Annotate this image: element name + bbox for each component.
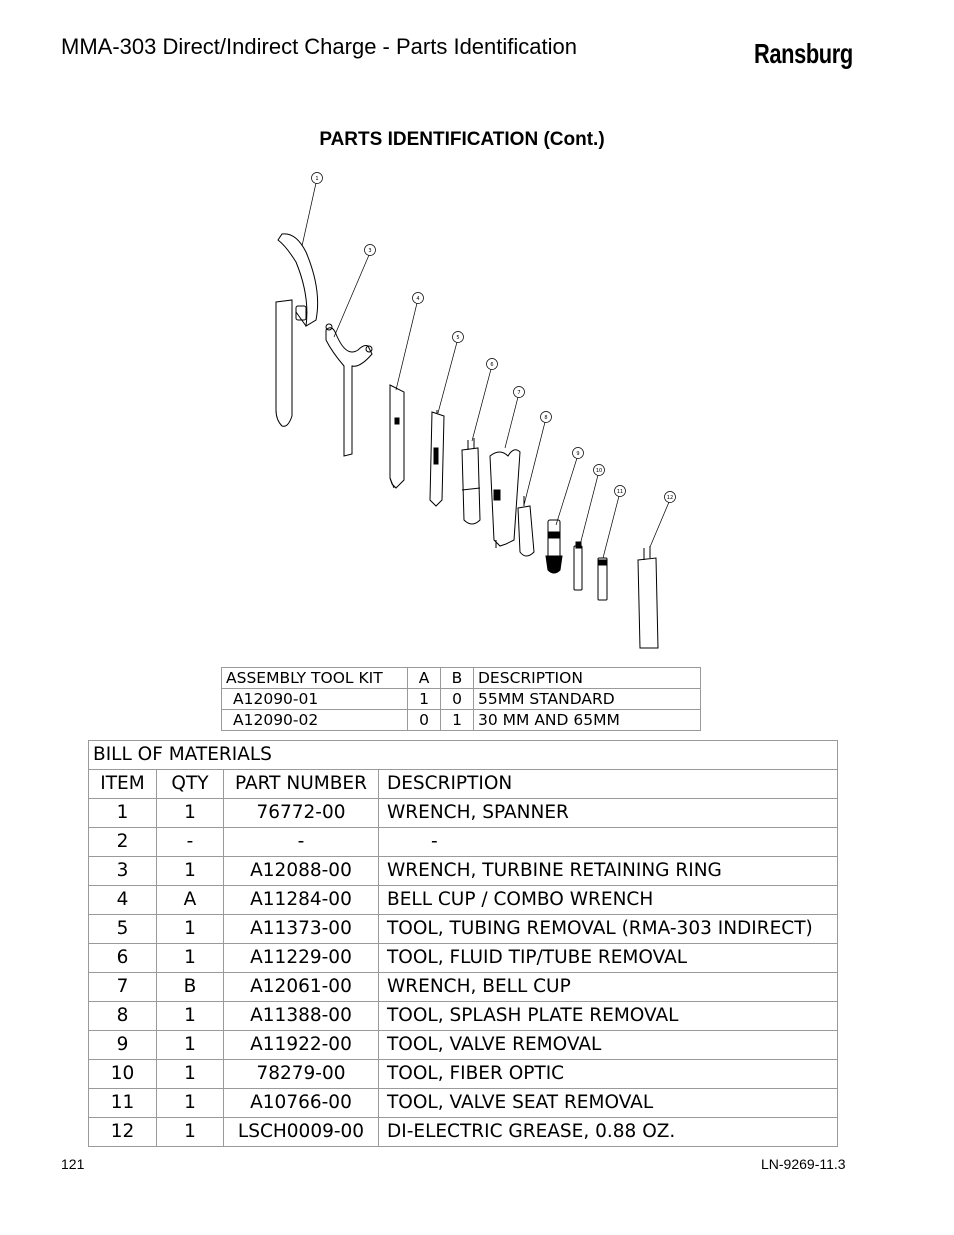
part-5-tubing-removal-tool [430,410,444,506]
bom-description-cell: WRENCH, SPANNER [379,799,838,828]
assembly-tool-kit-table [221,667,701,731]
bom-item-cell: 3 [89,857,157,886]
bom-item-cell: 2 [89,828,157,857]
bom-title-row [89,741,838,770]
document-number: LN-9269-11.3 [761,1156,846,1172]
callout-label: 9 [576,451,580,457]
callout-label: 12 [666,495,674,501]
table-header-row [89,770,838,799]
table-row [89,857,838,886]
bom-qty-cell: 1 [157,1031,224,1060]
bom-item-cell: 10 [89,1060,157,1089]
table-header-row [222,668,701,689]
leader-lines [302,183,669,558]
table-row [89,1002,838,1031]
table-row [89,1089,838,1118]
bom-qty-cell: 1 [157,1060,224,1089]
table-row [222,689,701,710]
kit-cell: 1 [441,710,474,731]
bom-header-cell: DESCRIPTION [379,770,838,799]
kit-header-cell: ASSEMBLY TOOL KIT [222,668,408,689]
bom-part-number-cell: A12061-00 [224,973,379,1002]
bom-part-number-cell: A10766-00 [224,1089,379,1118]
bom-qty-cell: 1 [157,1002,224,1031]
bom-qty-cell: B [157,973,224,1002]
callout-bubbles [312,173,676,503]
bom-description-cell: DI-ELECTRIC GREASE, 0.88 OZ. [379,1118,838,1147]
bom-qty-cell: 1 [157,1089,224,1118]
bom-description-cell: BELL CUP / COMBO WRENCH [379,886,838,915]
bom-item-cell: 5 [89,915,157,944]
callout-label: 7 [517,390,521,396]
bom-description-cell: TOOL, VALVE SEAT REMOVAL [379,1089,838,1118]
bom-description-cell: TOOL, SPLASH PLATE REMOVAL [379,1002,838,1031]
callout-label: 6 [490,362,494,368]
bom-part-number-cell: 76772-00 [224,799,379,828]
kit-cell: A12090-02 [222,710,408,731]
part-1-spanner-wrench [276,234,318,426]
part-4-bell-cup-combo-wrench [390,385,404,488]
bom-header-cell: QTY [157,770,224,799]
bom-description-cell: TOOL, FLUID TIP/TUBE REMOVAL [379,944,838,973]
bom-part-number-cell: A11922-00 [224,1031,379,1060]
bom-description-cell: TOOL, VALVE REMOVAL [379,1031,838,1060]
table-row [89,1060,838,1089]
bill-of-materials-table [88,740,838,1147]
bom-qty-cell: A [157,886,224,915]
bom-header-cell: ITEM [89,770,157,799]
bom-part-number-cell: A11284-00 [224,886,379,915]
bom-item-cell: 12 [89,1118,157,1147]
bom-qty-cell: 1 [157,915,224,944]
table-row [89,828,838,857]
callout-label: 8 [544,415,548,421]
bom-part-number-cell: - [224,828,379,857]
bom-part-number-cell: LSCH0009-00 [224,1118,379,1147]
bom-header-cell: PART NUMBER [224,770,379,799]
part-6-fluid-tip-tool [462,438,480,524]
brand-logo: Ransburg [754,38,853,69]
part-10-fiber-optic-tool [574,542,582,590]
callout-label: 10 [595,468,603,474]
kit-cell: 0 [441,689,474,710]
bom-qty-cell: 1 [157,799,224,828]
bom-part-number-cell: A11388-00 [224,1002,379,1031]
bom-description-cell: WRENCH, TURBINE RETAINING RING [379,857,838,886]
bom-item-cell: 8 [89,1002,157,1031]
kit-cell: 30 MM AND 65MM [474,710,701,731]
callout-label: 11 [616,489,624,495]
table-row [89,915,838,944]
part-11-valve-seat-tool [598,558,607,600]
kit-cell: A12090-01 [222,689,408,710]
table-row [222,710,701,731]
bom-qty-cell: 1 [157,857,224,886]
callout-label: 3 [368,248,372,254]
bom-part-number-cell: A11229-00 [224,944,379,973]
table-row [89,973,838,1002]
bom-item-cell: 6 [89,944,157,973]
kit-cell: 55MM STANDARD [474,689,701,710]
bom-description-cell: - [379,828,838,857]
bom-item-cell: 1 [89,799,157,828]
kit-header-cell: A [408,668,441,689]
callout-label: 5 [456,335,460,341]
bom-title: BILL OF MATERIALS [89,741,838,770]
bom-item-cell: 9 [89,1031,157,1060]
table-row [89,944,838,973]
page-number: 121 [61,1156,85,1172]
part-8-splash-plate-tool [518,496,534,556]
exploded-parts-drawing [250,165,690,655]
table-row [89,799,838,828]
page-title: MMA-303 Direct/Indirect Charge - Parts Identification [61,34,577,59]
part-9-valve-removal-tool [546,520,562,573]
kit-header-cell: B [441,668,474,689]
kit-header-cell: DESCRIPTION [474,668,701,689]
bom-qty-cell: - [157,828,224,857]
kit-cell: 0 [408,710,441,731]
callout-label: 1 [315,176,319,182]
bom-description-cell: WRENCH, BELL CUP [379,973,838,1002]
callout-label: 4 [416,296,420,302]
table-row [89,1031,838,1060]
bom-qty-cell: 1 [157,944,224,973]
bom-item-cell: 4 [89,886,157,915]
section-title: PARTS IDENTIFICATION (Cont.) [319,129,605,150]
bom-item-cell: 11 [89,1089,157,1118]
part-3-turbine-ring-wrench [326,324,372,456]
bom-part-number-cell: A12088-00 [224,857,379,886]
part-12-grease-tube [638,546,658,648]
bom-part-number-cell: 78279-00 [224,1060,379,1089]
bom-qty-cell: 1 [157,1118,224,1147]
bom-item-cell: 7 [89,973,157,1002]
bom-description-cell: TOOL, FIBER OPTIC [379,1060,838,1089]
bom-part-number-cell: A11373-00 [224,915,379,944]
part-7-bell-cup-wrench [490,450,520,548]
kit-cell: 1 [408,689,441,710]
bom-description-cell: TOOL, TUBING REMOVAL (RMA-303 INDIRECT) [379,915,838,944]
table-row [89,1118,838,1147]
table-row [89,886,838,915]
